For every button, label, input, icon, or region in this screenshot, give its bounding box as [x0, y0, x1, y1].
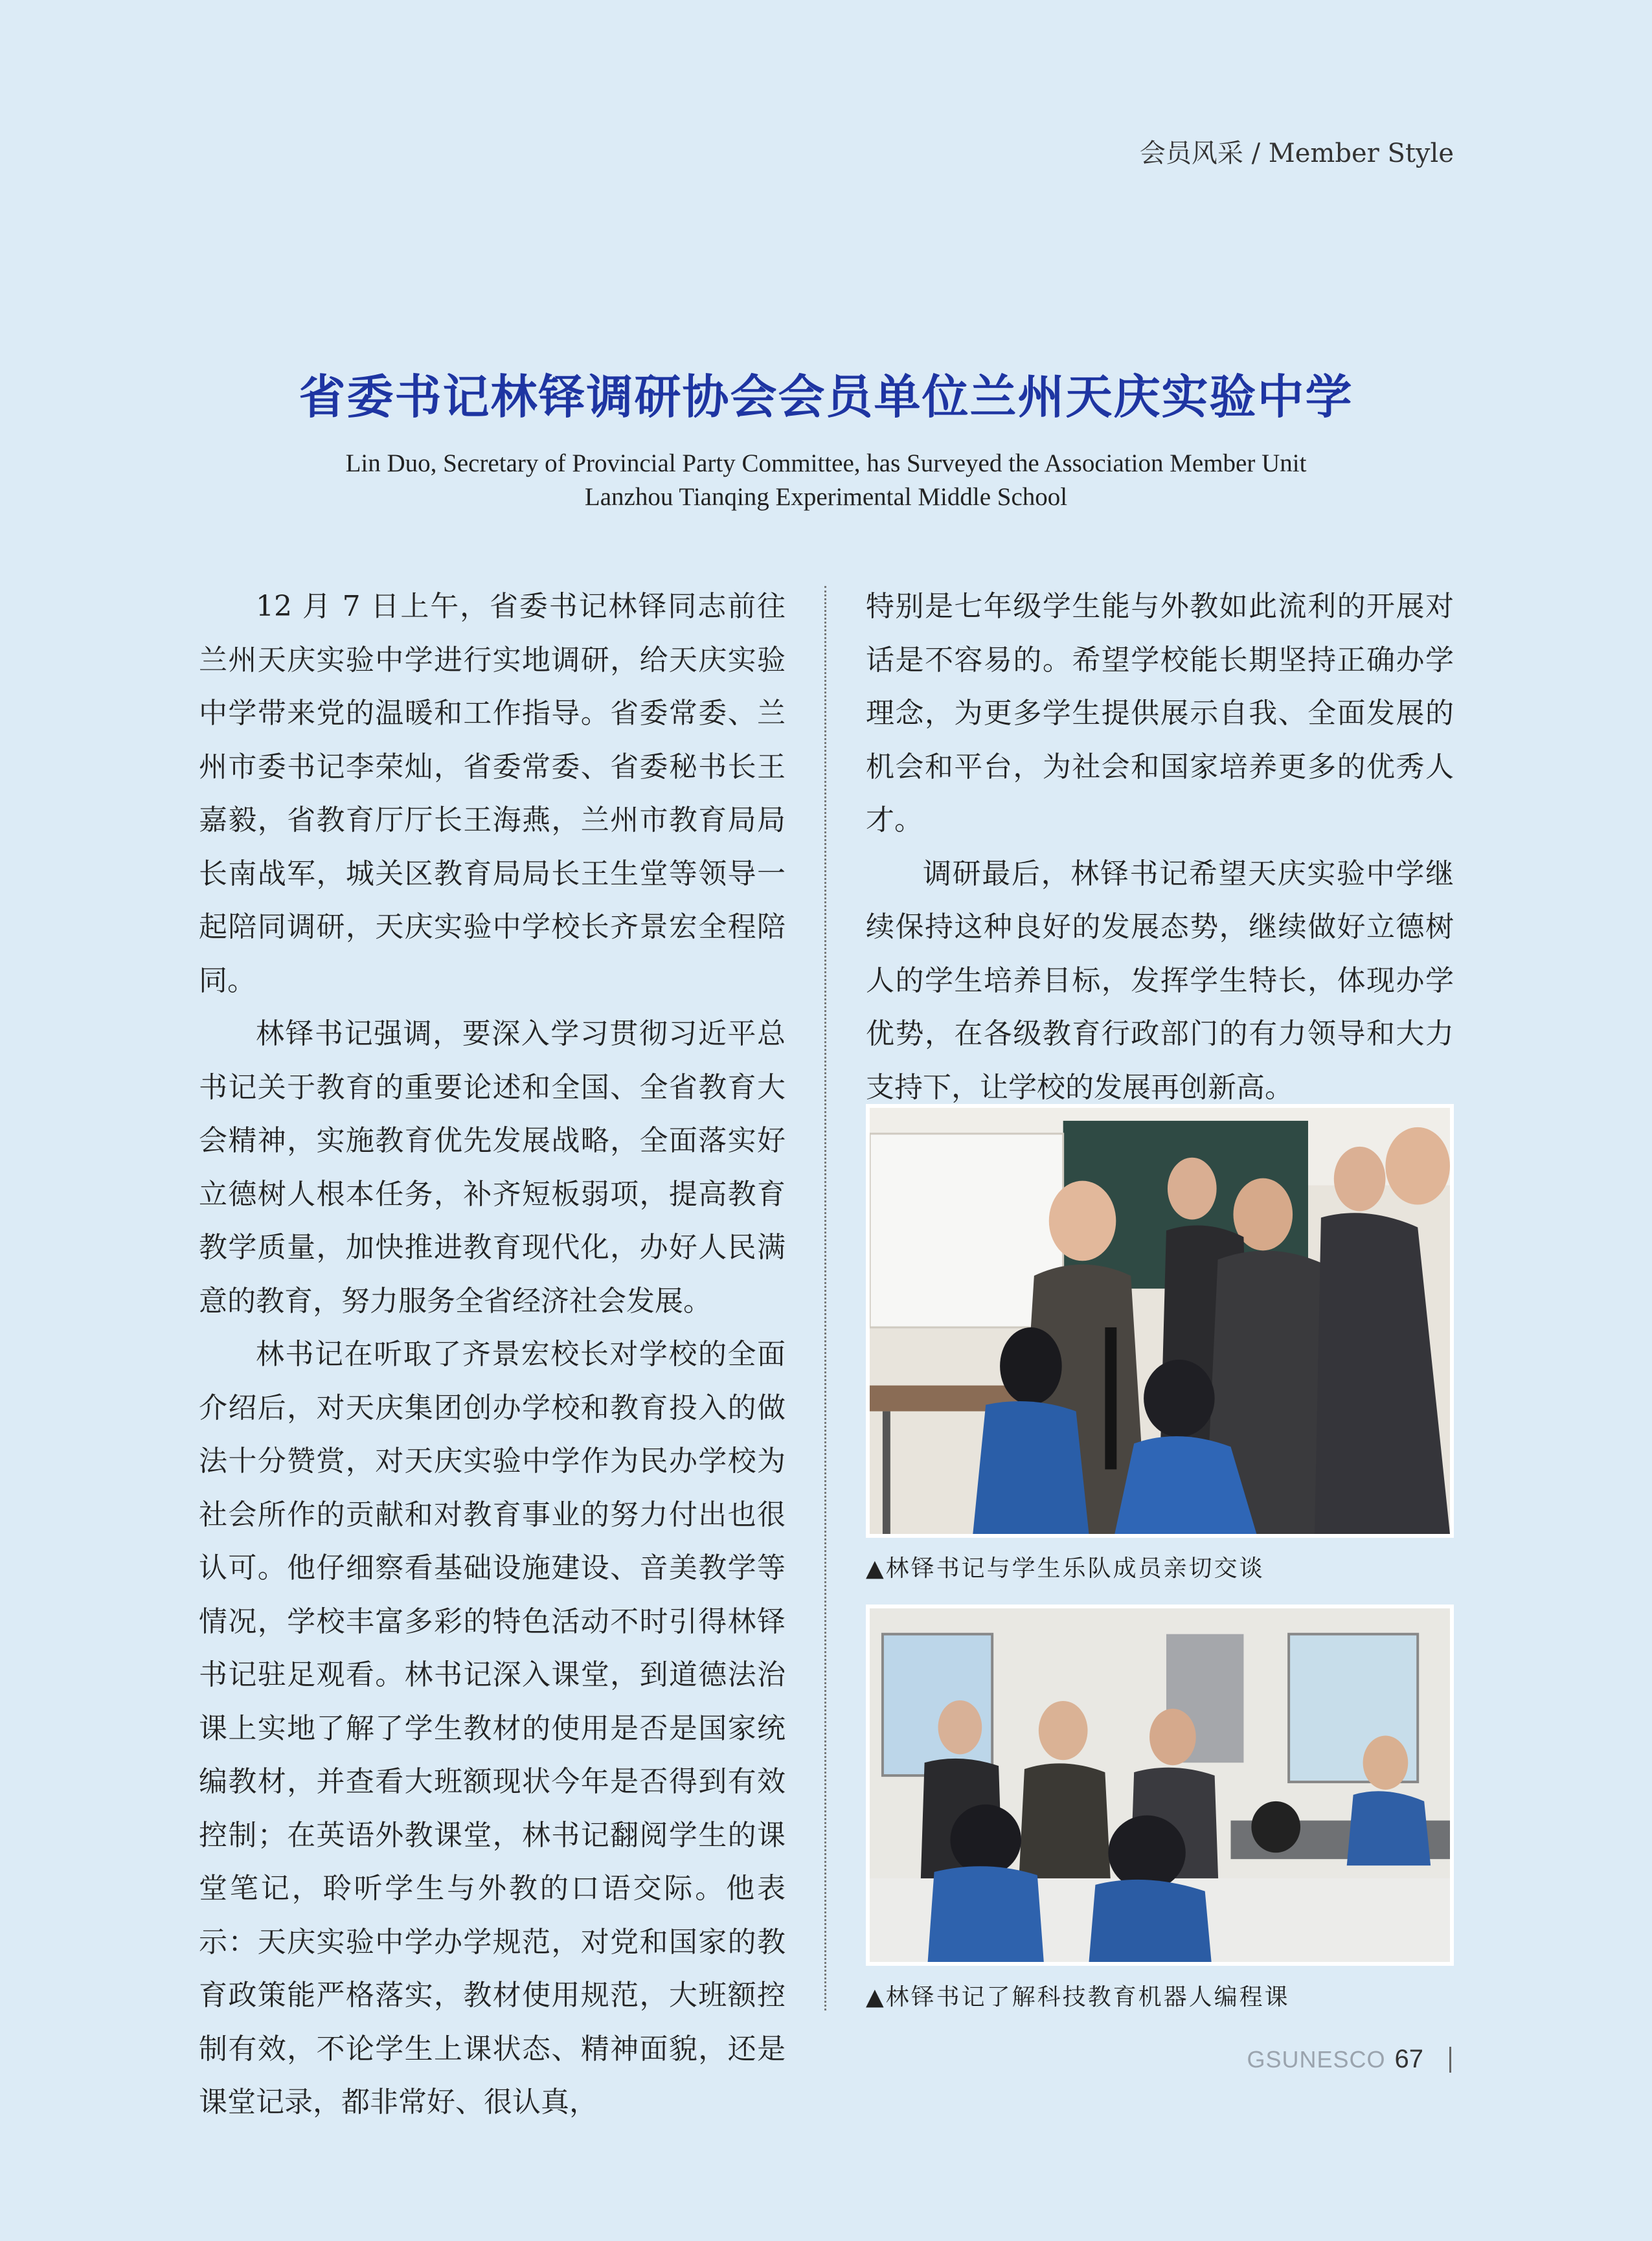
footer-brand: GSUNESCO	[1247, 2045, 1386, 2073]
photo-caption-2: ▲林铎书记了解科技教育机器人编程课	[866, 1984, 1290, 2010]
footer-bar	[1449, 2047, 1451, 2073]
photo-caption-1: ▲林铎书记与学生乐队成员亲切交谈	[866, 1555, 1265, 1582]
paragraph-3-continued: 特别是七年级学生能与外教如此流利的开展对话是不容易的。希望学校能长期坚持正确办学理念，为更多学生提供展示自我、全面发展的机会和平台，为社会和国家培养更多的优秀人才。	[866, 590, 1454, 837]
right-column	[866, 580, 1454, 1114]
left-column	[199, 580, 786, 2130]
photo-band-visit	[866, 1104, 1454, 1538]
page-footer	[1247, 2045, 1451, 2074]
paragraph-4: 调研最后，林铎书记希望天庆实验中学继续保持这种良好的发展态势，继续做好立德树人的学生培养目标，发挥学生特长，体现办学优势，在各级教育行政部门的有力领导和大力支持下，让学校的发展再创新高。	[866, 857, 1454, 1104]
photo-robot-class-image	[870, 1608, 1450, 1962]
page-number: 67	[1394, 2045, 1423, 2073]
column-divider	[824, 586, 826, 2010]
title-en-line2: Lanzhou Tianqing Experimental Middle School	[584, 483, 1068, 511]
paragraph-2: 林铎书记强调，要深入学习贯彻习近平总书记关于教育的重要论述和全国、全省教育大会精神，实施教育优先发展战略，全面落实好立德树人根本任务，补齐短板弱项，提高教育教学质量，加快推进教育现代化，办好人民满意的教育，努力服务全省经济社会发展。	[199, 1017, 786, 1318]
photo-band-visit-image	[870, 1108, 1450, 1534]
article-title-en	[0, 447, 1652, 514]
title-en-line1: Lin Duo, Secretary of Provincial Party Committee, has Surveyed the Association Member Unit	[345, 449, 1307, 477]
section-header: 会员风采 / Member Style	[1139, 139, 1454, 168]
paragraph-1: 12 月 7 日上午，省委书记林铎同志前往兰州天庆实验中学进行实地调研，给天庆实验中学带来党的温暖和工作指导。省委常委、兰州市委书记李荣灿，省委常委、省委秘书长王嘉毅，省教育厅厅长王海燕，兰州市教育局局长南战军，城关区教育局局长王生堂等领导一起陪同调研，天庆实验中学校长齐景宏全程陪同。	[199, 590, 786, 997]
photo-robot-class	[866, 1605, 1454, 1966]
paragraph-3: 林书记在听取了齐景宏校长对学校的全面介绍后，对天庆集团创办学校和教育投入的做法十分赞赏，对天庆实验中学作为民办学校为社会所作的贡献和对教育事业的努力付出也很认可。他仔细察看基础设施建设、音美教学等情况，学校丰富多彩的特色活动不时引得林铎书记驻足观看。林书记深入课堂，到道德法治课上实地了解了学生教材的使用是否是国家统编教材，并查看大班额现状今年是否得到有效控制；在英语外教课堂，林书记翻阅学生的课堂笔记，聆听学生与外教的口语交际。他表示：天庆实验中学办学规范，对党和国家的教育政策能严格落实，教材使用规范，大班额控制有效，不论学生上课状态、精神面貌，还是课堂记录，都非常好、很认真，	[199, 1338, 786, 2119]
article-title-cn: 省委书记林铎调研协会会员单位兰州天庆实验中学	[299, 370, 1353, 424]
